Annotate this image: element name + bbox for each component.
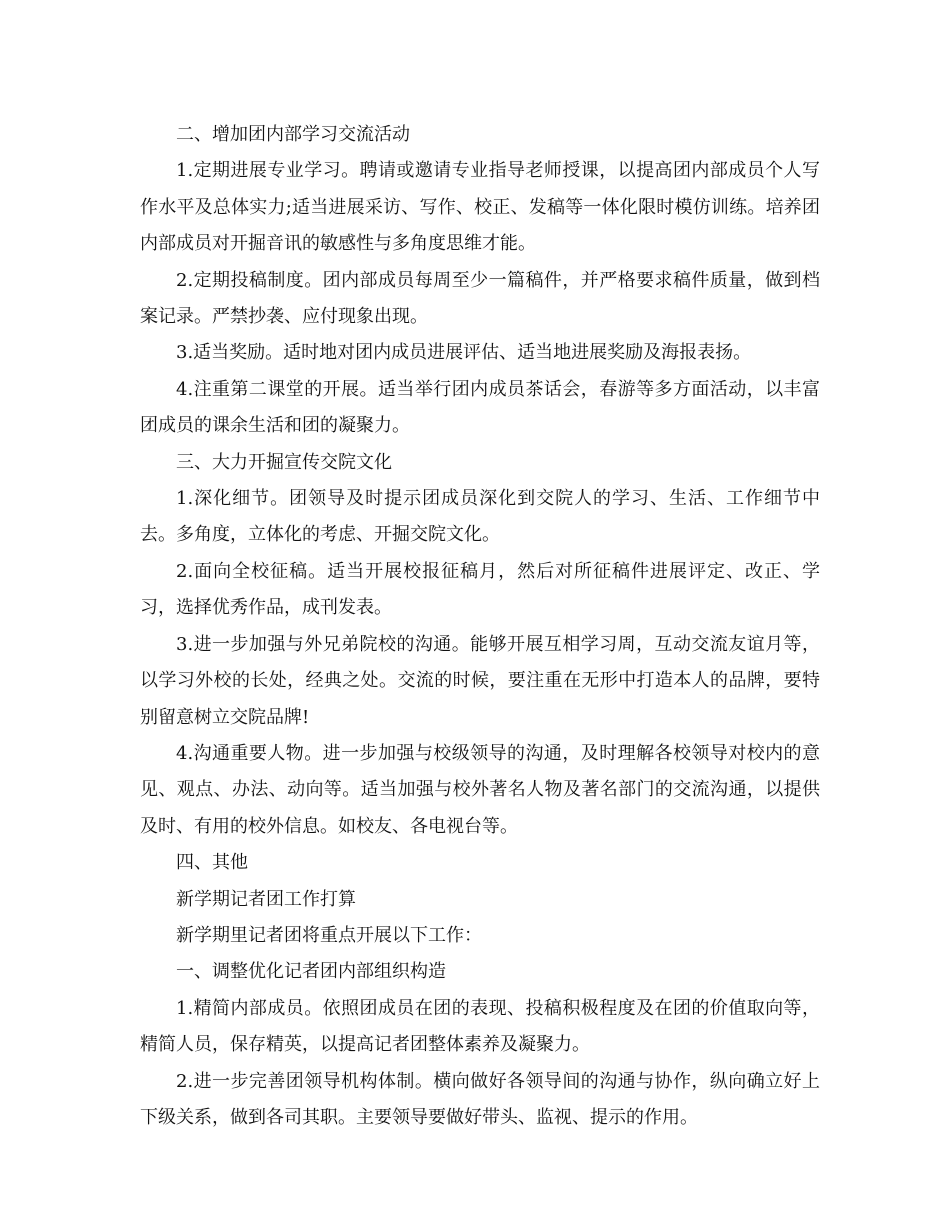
paragraph-call-for-papers: 2.面向全校征稿。适当开展校报征稿月，然后对所征稿件进展评定、改正、学习，选择优秀作品，成刊发表。 (140, 560, 820, 619)
paragraph-reward: 3.适当奖励。适时地对团内成员进展评估、适当地进展奖励及海报表扬。 (176, 342, 752, 364)
paragraph-key-people: 4.沟通重要人物。进一步加强与校级领导的沟通，及时理解各校领导对校内的意见、观点、办法、动向等。适当加强与校外著名人物及著名部门的交流沟通，以提供及时、有用的校外信息。如校友、各电视台等。 (140, 742, 820, 837)
document-body (140, 117, 820, 1136)
plan-title: 新学期记者团工作打算 (176, 888, 356, 910)
section-heading-4: 四、其他 (176, 852, 248, 874)
paragraph-submission: 2.定期投稿制度。团内部成员每周至少一篇稿件，并严格要求稿件质量，做到档案记录。严禁抄袭、应付现象出现。 (140, 269, 820, 328)
paragraph-study: 1.定期进展专业学习。聘请或邀请专业指导老师授课，以提高团内部成员个人写作水平及总体实力;适当进展采访、写作、校正、发稿等一体化限时模仿训练。培养团内部成员对开掘音讯的敏感性与多角度思维才能。 (140, 160, 820, 255)
section-heading-2: 二、增加团内部学习交流活动 (176, 124, 410, 145)
paragraph-leadership-system: 2.进一步完善团领导机构体制。横向做好各领导间的沟通与协作，纵向确立好上下级关系，做到各司其职。主要领导要做好带头、监视、提示的作用。 (140, 1070, 820, 1128)
plan-intro: 新学期里记者团将重点开展以下工作： (176, 924, 482, 946)
paragraph-streamline: 1.精简内部成员。依照团成员在团的表现、投稿积极程度及在团的价值取向等，精简人员，保存精英，以提高记者团整体素养及凝聚力。 (140, 997, 820, 1056)
paragraph-second-classroom: 4.注重第二课堂的开展。适当举行团内成员茶话会，春游等多方面活动，以丰富团成员的课余生活和团的凝聚力。 (140, 378, 820, 437)
section-heading-1: 一、调整优化记者团内部组织构造 (176, 961, 446, 983)
paragraph-external-communication: 3.进一步加强与外兄弟院校的沟通。能够开展互相学习周，互动交流友谊月等，以学习外校的长处，经典之处。交流的时候，要注重在无形中打造本人的品牌，要特别留意树立交院品牌! (140, 633, 820, 728)
section-heading-3: 三、大力开掘宣传交院文化 (176, 451, 392, 473)
paragraph-details: 1.深化细节。团领导及时提示团成员深化到交院人的学习、生活、工作细节中去。多角度，立体化的考虑、开掘交院文化。 (140, 488, 820, 546)
